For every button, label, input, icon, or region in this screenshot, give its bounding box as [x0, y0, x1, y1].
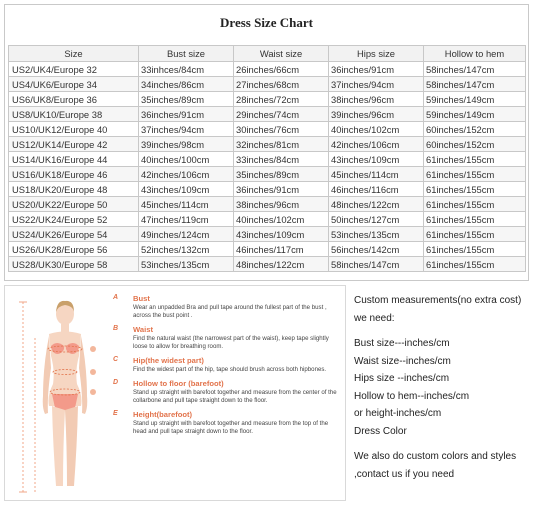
size-chart — [4, 4, 529, 281]
table-cell: 58inches/147cm — [424, 77, 526, 92]
custom-line-hollow: Hollow to hem--inches/cm — [354, 390, 470, 402]
table-cell: 40inches/102cm — [234, 212, 329, 227]
table-cell: 27inches/68cm — [234, 77, 329, 92]
table-cell: 59inches/149cm — [424, 107, 526, 122]
table-cell: 53inches/135cm — [329, 227, 424, 242]
step-waist — [113, 325, 343, 351]
body-figure-illustration — [13, 296, 113, 496]
table-cell: 26inches/66cm — [234, 62, 329, 77]
custom-measurements-note — [354, 292, 529, 483]
header-size: Size — [9, 46, 139, 62]
header-hollow-to-hem: Hollow to hem — [424, 46, 526, 62]
size-table — [8, 45, 526, 272]
table-cell: US22/UK24/Europe 52 — [9, 212, 139, 227]
table-cell: 34inches/86cm — [139, 77, 234, 92]
step-letter: E — [113, 410, 118, 417]
table-header-row — [9, 46, 526, 62]
table-cell: 43inches/109cm — [234, 227, 329, 242]
table-cell: 43inches/109cm — [139, 182, 234, 197]
custom-line-waist: Waist size--inches/cm — [354, 355, 451, 367]
chart-title: Dress Size Chart — [220, 15, 313, 30]
custom-outro: We also do custom colors and styles ,contact us if you need — [354, 451, 517, 480]
table-cell: US26/UK28/Europe 56 — [9, 242, 139, 257]
table-cell: US6/UK8/Europe 36 — [9, 92, 139, 107]
custom-line-color: Dress Color — [354, 425, 407, 437]
table-cell: 45inches/114cm — [329, 167, 424, 182]
table-cell: US16/UK18/Europe 46 — [9, 167, 139, 182]
table-cell: 29inches/74cm — [234, 107, 329, 122]
table-row — [9, 137, 526, 152]
custom-intro: Custom measurements(no extra cost) we need: — [354, 295, 522, 324]
table-cell: US8/UK10/Europe 38 — [9, 107, 139, 122]
step-title: Hollow to floor (barefoot) — [133, 379, 224, 388]
step-description: Wear an unpadded Bra and pull tape around the fullest part of the bust , across the bust point . — [133, 304, 327, 319]
table-cell: US10/UK12/Europe 40 — [9, 122, 139, 137]
table-cell: 33inhces/84cm — [139, 62, 234, 77]
table-cell: 61inches/155cm — [424, 182, 526, 197]
table-cell: 37inches/94cm — [329, 77, 424, 92]
table-cell: 48inches/122cm — [234, 257, 329, 272]
table-cell: 61inches/155cm — [424, 167, 526, 182]
header-bust: Bust size — [139, 46, 234, 62]
table-cell: 60inches/152cm — [424, 137, 526, 152]
table-cell: 28inches/72cm — [234, 92, 329, 107]
table-cell: 60inches/152cm — [424, 122, 526, 137]
table-row — [9, 242, 526, 257]
step-title: Bust — [133, 294, 150, 303]
table-cell: US20/UK22/Europe 50 — [9, 197, 139, 212]
table-cell: 36inches/91cm — [329, 62, 424, 77]
table-cell: 49inches/124cm — [139, 227, 234, 242]
table-cell: 50inches/127cm — [329, 212, 424, 227]
table-cell: 39inches/96cm — [329, 107, 424, 122]
table-cell: 45inches/114cm — [139, 197, 234, 212]
step-letter: C — [113, 356, 119, 363]
step-letter: B — [113, 325, 119, 332]
table-cell: 39inches/98cm — [139, 137, 234, 152]
step-title: Waist — [133, 325, 153, 334]
table-cell: 36inches/91cm — [139, 107, 234, 122]
table-cell: 43inches/109cm — [329, 152, 424, 167]
header-hips: Hips size — [329, 46, 424, 62]
table-row — [9, 62, 526, 77]
table-row — [9, 122, 526, 137]
step-title: Hip(the widest part) — [133, 356, 204, 365]
table-row — [9, 167, 526, 182]
table-cell: 47inches/119cm — [139, 212, 234, 227]
table-row — [9, 92, 526, 107]
step-description: Find the widest part of the hip, tape should brush across both hipbones. — [133, 366, 327, 373]
table-cell: 58inches/147cm — [424, 62, 526, 77]
custom-line-bust: Bust size---inches/cm — [354, 338, 450, 349]
table-cell: 40inches/102cm — [329, 122, 424, 137]
table-cell: 46inches/117cm — [234, 242, 329, 257]
table-cell: US28/UK30/Europe 58 — [9, 257, 139, 272]
custom-line-height: or height-inches/cm — [354, 408, 442, 419]
table-cell: US14/UK16/Europe 44 — [9, 152, 139, 167]
table-cell: 35inches/89cm — [139, 92, 234, 107]
measurement-guide — [4, 285, 346, 501]
step-description: Find the natural waist (the narrowest part of the waist), keep tape slightly loose to allow for breathing room. — [133, 335, 329, 350]
table-row — [9, 152, 526, 167]
table-cell: 59inches/149cm — [424, 92, 526, 107]
table-row — [9, 107, 526, 122]
step-hollow-to-floor — [113, 379, 343, 405]
table-cell: 52inches/132cm — [139, 242, 234, 257]
table-cell: US4/UK6/Europe 34 — [9, 77, 139, 92]
step-description: Stand up straight with barefoot together and measure from the top of the head and pull tape straight down to the floor. — [133, 420, 329, 435]
custom-line-hips: Hips size --inches/cm — [354, 373, 450, 384]
table-row — [9, 182, 526, 197]
table-cell: 61inches/155cm — [424, 242, 526, 257]
table-cell: 48inches/122cm — [329, 197, 424, 212]
table-cell: 38inches/96cm — [329, 92, 424, 107]
table-cell: 58inches/147cm — [329, 257, 424, 272]
table-cell: 61inches/155cm — [424, 212, 526, 227]
table-cell: US18/UK20/Europe 48 — [9, 182, 139, 197]
step-letter: D — [113, 379, 119, 386]
table-cell: 61inches/155cm — [424, 152, 526, 167]
table-cell: 37inches/94cm — [139, 122, 234, 137]
table-cell: 61inches/155cm — [424, 197, 526, 212]
step-description: Stand up straight with barefoot together and measure from the center of the collarbone and pull tape straight down to the floor. — [133, 389, 337, 404]
table-row — [9, 227, 526, 242]
table-cell: 33inches/84cm — [234, 152, 329, 167]
table-cell: 61inches/155cm — [424, 257, 526, 272]
table-cell: 30inches/76cm — [234, 122, 329, 137]
table-row — [9, 197, 526, 212]
table-cell: 42inches/106cm — [139, 167, 234, 182]
table-cell: US12/UK14/Europe 42 — [9, 137, 139, 152]
table-cell: US24/UK26/Europe 54 — [9, 227, 139, 242]
table-cell: 35inches/89cm — [234, 167, 329, 182]
step-bust — [113, 294, 343, 320]
step-letter: A — [113, 294, 119, 301]
table-row — [9, 212, 526, 227]
table-row — [9, 77, 526, 92]
header-waist: Waist size — [234, 46, 329, 62]
table-cell: 40inches/100cm — [139, 152, 234, 167]
table-cell: 56inches/142cm — [329, 242, 424, 257]
measurement-steps — [113, 294, 343, 441]
step-title: Height(barefoot) — [133, 410, 193, 419]
table-cell: 32inches/81cm — [234, 137, 329, 152]
table-cell: 36inches/91cm — [234, 182, 329, 197]
table-cell: 42inches/106cm — [329, 137, 424, 152]
table-cell: 46inches/116cm — [329, 182, 424, 197]
table-cell: 53inches/135cm — [139, 257, 234, 272]
table-body — [9, 62, 526, 272]
table-cell: 61inches/155cm — [424, 227, 526, 242]
step-height — [113, 410, 343, 436]
table-cell: US2/UK4/Europe 32 — [9, 62, 139, 77]
table-cell: 38inches/96cm — [234, 197, 329, 212]
table-row — [9, 257, 526, 272]
step-hip — [113, 356, 343, 374]
